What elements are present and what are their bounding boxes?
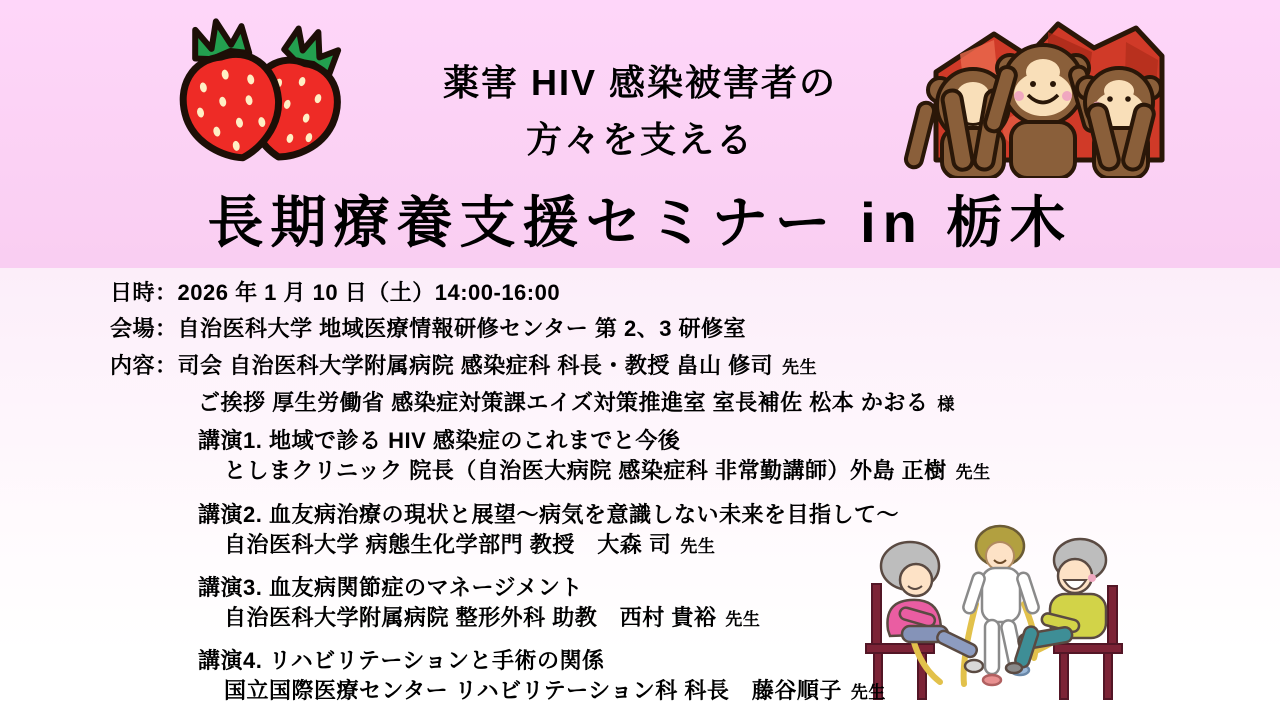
datetime-label: 日時：: [110, 280, 178, 305]
lecture-2-honorific: 先生: [680, 537, 716, 556]
lecture-1-title: 講演1. 地域で診る HIV 感染症のこれまでと今後: [198, 428, 681, 453]
lecture-3-speaker: [224, 605, 760, 633]
venue-value: 自治医科大学 地域医療情報研修センター 第 2、3 研修室: [177, 316, 747, 341]
seniors-exercise-icon: [852, 508, 1137, 713]
seminar-title: 長期療養支援セミナー in 栃木: [207, 191, 1073, 254]
three-monkeys-illustration: [898, 10, 1183, 178]
greeting-text: ご挨拶 厚生労働省 感染症対策課エイズ対策推進室 室長補佐 松本 かおる: [198, 390, 929, 415]
lecture-1-speaker: [224, 458, 991, 486]
lecture-3-title: 講演3. 血友病関節症のマネージメント: [198, 575, 583, 600]
lecture-1-speaker-name: としまクリニック 院長（自治医大病院 感染症科 非常勤講師）外島 正樹: [224, 458, 947, 483]
greeting-honorific: 様: [937, 395, 955, 414]
lecture-1-honorific: 先生: [955, 463, 991, 482]
greeting-row: [198, 390, 955, 418]
strawberries-illustration: [143, 4, 361, 176]
subtitle-line-1: 薬害 HIV 感染被害者の: [442, 62, 838, 103]
lecture-2-title: 講演2. 血友病治療の現状と展望～病気を意識しない未来を目指して～: [198, 502, 899, 527]
three-monkeys-icon: [898, 10, 1183, 178]
lecture-3-honorific: 先生: [725, 610, 761, 629]
strawberries-icon: [143, 4, 361, 176]
seniors-exercise-illustration: [852, 508, 1137, 713]
moderator-text: 司会 自治医科大学附属病院 感染症科 科長・教授 畠山 修司: [177, 353, 774, 378]
lecture-2-speaker: [224, 532, 715, 560]
program-label: 内容：: [110, 353, 178, 378]
lecture-4-honorific: 先生: [850, 683, 886, 702]
lecture-2-speaker-name: 自治医科大学 病態生化学部門 教授 大森 司: [224, 532, 672, 557]
lecture-4-title: 講演4. リハビリテーションと手術の関係: [198, 648, 605, 673]
venue-label: 会場：: [110, 316, 178, 341]
lecture-4-speaker-name: 国立国際医療センター リハビリテーション科 科長 藤谷順子: [224, 678, 842, 703]
lecture-4-speaker: [224, 678, 886, 706]
venue-row: [110, 316, 746, 342]
moderator-row: [110, 353, 817, 381]
lecture-3-speaker-name: 自治医科大学附属病院 整形外科 助教 西村 貴裕: [224, 605, 717, 630]
subtitle-line-2: 方々を支える: [525, 119, 754, 160]
moderator-honorific: 先生: [782, 358, 818, 377]
datetime-row: [110, 280, 560, 306]
datetime-value: 2026 年 1 月 10 日（土）14:00-16:00: [177, 280, 561, 305]
